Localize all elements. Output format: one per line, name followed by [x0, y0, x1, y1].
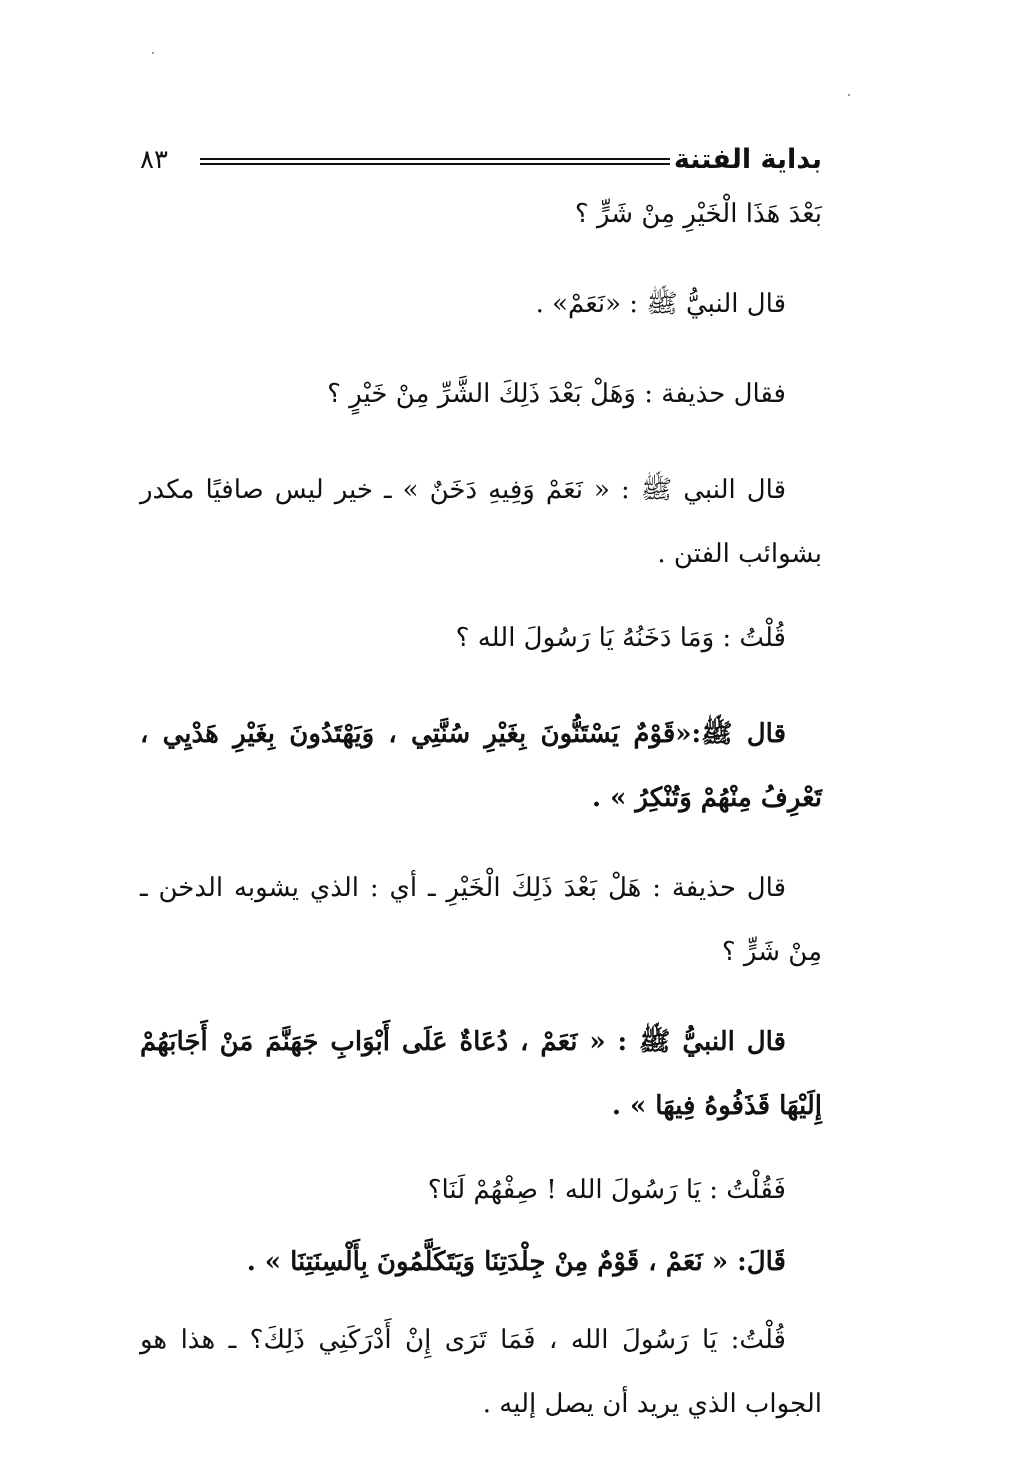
page-body: [140, 188, 822, 1462]
running-header: [140, 140, 822, 184]
hadith-paragraph: قال ﷺ:«قَوْمٌ يَسْتَنُّونَ بِغَيْرِ سُنَّتِي ، وَيَهْتَدُونَ بِغَيْرِ هَدْيِي ، تَعْرِفُ مِنْهُمْ وَتُنْكِرُ » .: [140, 719, 822, 813]
paragraph: قُلْتُ : وَمَا دَخَنُهُ يَا رَسُولَ الله ؟: [455, 623, 786, 653]
hadith-paragraph: قَالَ: « نَعَمْ ، قَوْمٌ مِنْ جِلْدَتِنَا وَيَتَكَلَّمُونَ بِأَلْسِنَتِنَا » .: [246, 1247, 786, 1277]
paragraph: قال النبيُّ ﷺ : «نَعَمْ» .: [535, 289, 786, 319]
page-number: ٨٣: [140, 145, 168, 175]
paragraph: قال النبي ﷺ : « نَعَمْ وَفِيهِ دَخَنٌ » ـ خير ليس صافيًا مكدر بشوائب الفتن .: [140, 475, 822, 569]
scan-speck: [152, 52, 154, 54]
paragraph: فَقُلْتُ : يَا رَسُولَ الله ! صِفْهُمْ لَنَا؟: [427, 1175, 786, 1205]
paragraph: بَعْدَ هَذَا الْخَيْرِ مِنْ شَرٍّ ؟: [574, 199, 822, 229]
paragraph: قُلْتُ: يَا رَسُولَ الله ، فَمَا تَرَى إِنْ أَدْرَكَنِي ذَلِكَ؟ ـ هذا هو الجواب الذي يريد أن يصل إليه .: [140, 1325, 822, 1419]
hadith-paragraph: قال النبيُّ ﷺ : « نَعَمْ ، دُعَاةٌ عَلَى أَبْوَابِ جَهَنَّمَ مَنْ أَجَابَهُمْ إِلَيْهَا قَذَفُوهُ فِيهَا » .: [140, 1027, 822, 1121]
header-rule: [200, 158, 670, 165]
chapter-title: بداية الفتنة: [673, 144, 822, 175]
paragraph: قال حذيفة : هَلْ بَعْدَ ذَلِكَ الْخَيْرِ ـ أي : الذي يشوبه الدخن ـ مِنْ شَرٍّ ؟: [140, 873, 822, 967]
scan-speck: [848, 94, 850, 96]
paragraph: فقال حذيفة : وَهَلْ بَعْدَ ذَلِكَ الشَّرِّ مِنْ خَيْرٍ ؟: [327, 379, 786, 409]
